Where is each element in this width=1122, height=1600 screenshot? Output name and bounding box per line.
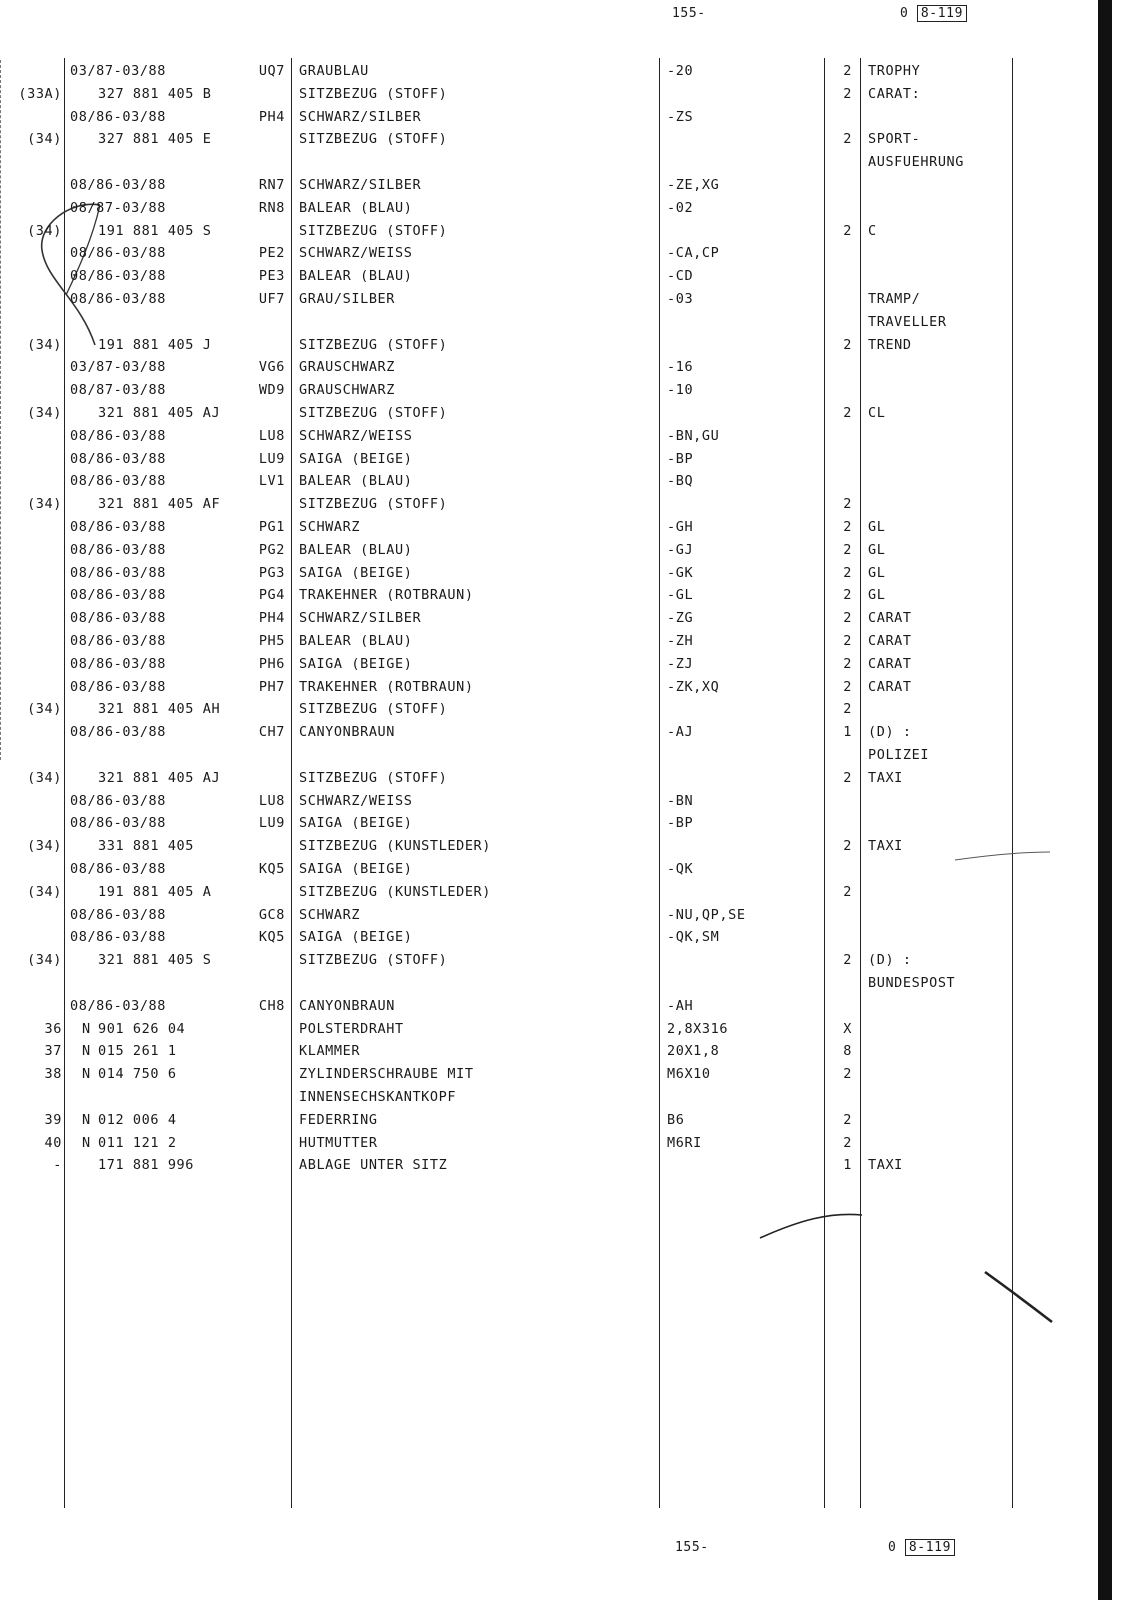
description-cell: SITZBEZUG (STOFF) (299, 336, 448, 353)
part-number-cell: 327 881 405 E (98, 131, 212, 148)
date-range-cell: 08/87-03/88 (70, 199, 167, 216)
position-cell: (34) (27, 838, 62, 855)
description-cell: FEDERRING (299, 1111, 378, 1128)
description-cell: SITZBEZUG (STOFF) (299, 222, 448, 239)
table-row (0, 630, 1122, 652)
date-range-cell: 08/86-03/88 (70, 564, 167, 581)
spec-cell: -03 (667, 291, 694, 307)
position-cell: (34) (27, 883, 62, 900)
table-row (0, 1109, 1122, 1131)
spec-cell: -BP (667, 450, 694, 467)
color-code-cell: PH5 (258, 633, 285, 649)
part-number-cell: 015 261 1 (98, 1043, 177, 1060)
table-row (0, 584, 1122, 606)
color-code-cell: PG1 (258, 519, 285, 535)
description-cell: GRAUBLAU (299, 63, 369, 79)
spec-cell: -02 (667, 199, 694, 216)
spec-cell: -NU,QP,SE (667, 906, 746, 923)
spec-cell: -ZK,XQ (667, 678, 720, 695)
color-code-cell: UF7 (258, 291, 285, 307)
description-cell: SCHWARZ/WEISS (299, 245, 413, 262)
table-row (0, 676, 1122, 698)
footer-sheet: 0 (888, 1540, 897, 1555)
quantity-cell: 2 (843, 769, 852, 786)
color-code-cell: VG6 (258, 359, 285, 376)
description-cell: HUTMUTTER (299, 1134, 378, 1151)
table-row (0, 402, 1122, 424)
table-row (0, 1063, 1122, 1085)
position-cell: 40 (44, 1134, 62, 1151)
table-row (0, 288, 1122, 310)
date-range-cell: 08/86-03/88 (70, 929, 167, 946)
table-row (0, 995, 1122, 1017)
description-cell: SAIGA (BEIGE) (299, 861, 413, 877)
remark-cell: AUSFUEHRUNG (868, 154, 965, 171)
footer-sheet-ref (888, 1540, 955, 1555)
date-range-cell: 08/86-03/88 (70, 427, 167, 444)
position-cell: (34) (27, 336, 62, 353)
table-row (0, 311, 1122, 333)
header-ref-box: 8-119 (917, 5, 967, 22)
description-cell: KLAMMER (299, 1043, 361, 1060)
spec-cell: -QK,SM (667, 929, 720, 946)
color-code-cell: LV1 (258, 473, 285, 490)
table-row (0, 1040, 1122, 1062)
remark-cell: SPORT- (868, 131, 921, 148)
description-cell: SITZBEZUG (STOFF) (299, 405, 448, 421)
remark-cell: TAXI (868, 769, 903, 786)
quantity-cell: 2 (843, 701, 852, 718)
remark-cell: GL (868, 587, 886, 604)
date-range-cell: 08/86-03/88 (70, 792, 167, 809)
description-cell: SAIGA (BEIGE) (299, 564, 413, 581)
spec-cell: -BN,GU (667, 427, 720, 444)
table-row (0, 858, 1122, 880)
date-range-cell: 08/86-03/88 (70, 678, 167, 695)
quantity-cell: 2 (843, 1111, 852, 1128)
n-marker-cell: N (82, 1043, 91, 1060)
table-row (0, 1154, 1122, 1176)
spec-cell: -GK (667, 564, 694, 581)
table-row (0, 60, 1122, 82)
header-page-number: 155- (672, 6, 706, 21)
position-cell: (33A) (18, 85, 62, 102)
quantity-cell: 2 (843, 587, 852, 604)
position-cell: (34) (27, 769, 62, 786)
description-cell: TRAKEHNER (ROTBRAUN) (299, 587, 474, 604)
table-row (0, 744, 1122, 766)
table-row (0, 220, 1122, 242)
date-range-cell: 08/86-03/88 (70, 997, 167, 1014)
spec-cell: 2,8X316 (667, 1020, 729, 1037)
color-code-cell: LU8 (258, 792, 285, 809)
spec-cell: -GL (667, 587, 694, 604)
description-cell: BALEAR (BLAU) (299, 473, 413, 490)
spec-cell: -BP (667, 815, 694, 832)
quantity-cell: 2 (843, 633, 852, 649)
color-code-cell: PG3 (258, 564, 285, 581)
table-row (0, 972, 1122, 994)
spec-cell: -CA,CP (667, 245, 720, 262)
quantity-cell: 2 (843, 63, 852, 79)
n-marker-cell: N (82, 1020, 91, 1037)
color-code-cell: LU9 (258, 450, 285, 467)
remark-cell: CARAT: (868, 85, 921, 102)
date-range-cell: 08/86-03/88 (70, 655, 167, 672)
description-cell: BALEAR (BLAU) (299, 541, 413, 558)
description-cell: ZYLINDERSCHRAUBE MIT (299, 1066, 474, 1083)
description-cell: POLSTERDRAHT (299, 1020, 404, 1037)
quantity-cell: 2 (843, 1066, 852, 1083)
table-row (0, 539, 1122, 561)
table-row (0, 698, 1122, 720)
remark-cell: TROPHY (868, 63, 921, 79)
spec-cell: -ZS (667, 108, 694, 125)
date-range-cell: 08/86-03/88 (70, 519, 167, 535)
date-range-cell: 08/86-03/88 (70, 268, 167, 285)
description-cell: ABLAGE UNTER SITZ (299, 1157, 448, 1174)
table-row (0, 448, 1122, 470)
color-code-cell: GC8 (258, 906, 285, 923)
spec-cell: -ZH (667, 633, 694, 649)
date-range-cell: 08/86-03/88 (70, 587, 167, 604)
table-row (0, 904, 1122, 926)
date-range-cell: 08/86-03/88 (70, 906, 167, 923)
quantity-cell: 1 (843, 1157, 852, 1174)
footer-ref-box: 8-119 (905, 1539, 955, 1556)
part-number-cell: 012 006 4 (98, 1111, 177, 1128)
date-range-cell: 08/86-03/88 (70, 541, 167, 558)
spec-cell: -GH (667, 519, 694, 535)
date-range-cell: 03/87-03/88 (70, 63, 167, 79)
color-code-cell: WD9 (258, 382, 285, 399)
header-sheet: 0 (900, 6, 909, 21)
part-number-cell: 191 881 405 A (98, 883, 212, 900)
date-range-cell: 08/86-03/88 (70, 177, 167, 193)
color-code-cell: LU9 (258, 815, 285, 832)
quantity-cell: 2 (843, 222, 852, 239)
table-row (0, 128, 1122, 150)
description-cell: SCHWARZ/SILBER (299, 610, 422, 627)
remark-cell: TREND (868, 336, 912, 353)
description-cell: SITZBEZUG (KUNSTLEDER) (299, 838, 492, 855)
color-code-cell: PH7 (258, 678, 285, 695)
spec-cell: -AJ (667, 724, 694, 741)
position-cell: (34) (27, 131, 62, 148)
table-row (0, 812, 1122, 834)
date-range-cell: 08/86-03/88 (70, 861, 167, 877)
date-range-cell: 08/86-03/88 (70, 291, 167, 307)
description-cell: SAIGA (BEIGE) (299, 815, 413, 832)
position-cell: (34) (27, 496, 62, 513)
table-row (0, 1018, 1122, 1040)
description-cell: CANYONBRAUN (299, 997, 396, 1014)
remark-cell: BUNDESPOST (868, 975, 956, 991)
table-row (0, 1086, 1122, 1108)
spec-cell: -ZJ (667, 655, 694, 672)
date-range-cell: 08/86-03/88 (70, 450, 167, 467)
color-code-cell: LU8 (258, 427, 285, 444)
quantity-cell: 2 (843, 883, 852, 900)
color-code-cell: PH6 (258, 655, 285, 672)
color-code-cell: CH8 (258, 997, 285, 1014)
table-row (0, 516, 1122, 538)
spec-cell: -10 (667, 382, 694, 399)
table-row (0, 926, 1122, 948)
description-cell: GRAUSCHWARZ (299, 359, 396, 376)
quantity-cell: 2 (843, 678, 852, 695)
n-marker-cell: N (82, 1066, 91, 1083)
remark-cell: GL (868, 564, 886, 581)
color-code-cell: PG2 (258, 541, 285, 558)
description-cell: CANYONBRAUN (299, 724, 396, 741)
date-range-cell: 08/86-03/88 (70, 108, 167, 125)
description-cell: BALEAR (BLAU) (299, 268, 413, 285)
table-row (0, 356, 1122, 378)
quantity-cell: 2 (843, 131, 852, 148)
part-number-cell: 331 881 405 (98, 838, 195, 855)
part-number-cell: 321 881 405 S (98, 952, 212, 969)
table-row (0, 881, 1122, 903)
description-cell: GRAUSCHWARZ (299, 382, 396, 399)
table-row (0, 790, 1122, 812)
spec-cell: -GJ (667, 541, 694, 558)
position-cell: (34) (27, 701, 62, 718)
quantity-cell: 2 (843, 610, 852, 627)
part-number-cell: 321 881 405 AF (98, 496, 221, 513)
description-cell: BALEAR (BLAU) (299, 633, 413, 649)
spec-cell: 20X1,8 (667, 1043, 720, 1060)
part-number-cell: 191 881 405 J (98, 336, 212, 353)
table-row (0, 265, 1122, 287)
date-range-cell: 08/86-03/88 (70, 724, 167, 741)
quantity-cell: 2 (843, 85, 852, 102)
remark-cell: TAXI (868, 1157, 903, 1174)
table-row (0, 83, 1122, 105)
remark-cell: CARAT (868, 610, 912, 627)
part-number-cell: 191 881 405 S (98, 222, 212, 239)
footer-page-number: 155- (675, 1540, 709, 1555)
description-cell: BALEAR (BLAU) (299, 199, 413, 216)
spec-cell: M6RI (667, 1134, 702, 1151)
date-range-cell: 08/86-03/88 (70, 815, 167, 832)
position-cell: - (53, 1157, 62, 1174)
remark-cell: GL (868, 519, 886, 535)
description-cell: SCHWARZ/WEISS (299, 792, 413, 809)
description-cell: SITZBEZUG (KUNSTLEDER) (299, 883, 492, 900)
remark-cell: GL (868, 541, 886, 558)
description-cell: SCHWARZ (299, 519, 361, 535)
header-sheet-ref (900, 6, 967, 21)
table-row (0, 493, 1122, 515)
quantity-cell: 2 (843, 541, 852, 558)
spec-cell: -CD (667, 268, 694, 285)
description-cell: SCHWARZ/SILBER (299, 177, 422, 193)
table-row (0, 767, 1122, 789)
description-cell: SITZBEZUG (STOFF) (299, 131, 448, 148)
table-row (0, 835, 1122, 857)
description-cell: SITZBEZUG (STOFF) (299, 769, 448, 786)
color-code-cell: KQ5 (258, 929, 285, 946)
remark-cell: TRAMP/ (868, 291, 921, 307)
description-cell: SITZBEZUG (STOFF) (299, 496, 448, 513)
part-number-cell: 321 881 405 AH (98, 701, 221, 718)
table-row (0, 425, 1122, 447)
position-cell: 38 (44, 1066, 62, 1083)
quantity-cell: 2 (843, 564, 852, 581)
quantity-cell: 2 (843, 952, 852, 969)
spec-cell: -BN (667, 792, 694, 809)
table-row (0, 470, 1122, 492)
table-row (0, 379, 1122, 401)
quantity-cell: X (843, 1020, 852, 1037)
date-range-cell: 08/86-03/88 (70, 473, 167, 490)
date-range-cell: 08/86-03/88 (70, 633, 167, 649)
description-cell: GRAU/SILBER (299, 291, 396, 307)
remark-cell: TRAVELLER (868, 313, 947, 330)
table-row (0, 334, 1122, 356)
table-row (0, 562, 1122, 584)
color-code-cell: CH7 (258, 724, 285, 741)
spec-cell: -QK (667, 861, 694, 877)
remark-cell: (D) : (868, 952, 912, 969)
spec-cell: -20 (667, 63, 694, 79)
position-cell: 37 (44, 1043, 62, 1060)
part-number-cell: 014 750 6 (98, 1066, 177, 1083)
part-number-cell: 901 626 04 (98, 1020, 186, 1037)
spec-cell: -AH (667, 997, 694, 1014)
date-range-cell: 08/87-03/88 (70, 382, 167, 399)
spec-cell: -BQ (667, 473, 694, 490)
color-code-cell: PE2 (258, 245, 285, 262)
description-cell: TRAKEHNER (ROTBRAUN) (299, 678, 474, 695)
table-row (0, 174, 1122, 196)
remark-cell: CL (868, 405, 886, 421)
spec-cell: -16 (667, 359, 694, 376)
color-code-cell: UQ7 (258, 63, 285, 79)
table-row (0, 151, 1122, 173)
position-cell: 39 (44, 1111, 62, 1128)
color-code-cell: KQ5 (258, 861, 285, 877)
quantity-cell: 8 (843, 1043, 852, 1060)
position-cell: (34) (27, 222, 62, 239)
description-cell: SCHWARZ (299, 906, 361, 923)
table-row (0, 949, 1122, 971)
description-cell: INNENSECHSKANTKOPF (299, 1089, 457, 1105)
table-row (0, 721, 1122, 743)
part-number-cell: 321 881 405 AJ (98, 405, 221, 421)
date-range-cell: 08/86-03/88 (70, 610, 167, 627)
quantity-cell: 1 (843, 724, 852, 741)
remark-cell: CARAT (868, 655, 912, 672)
n-marker-cell: N (82, 1134, 91, 1151)
position-cell: (34) (27, 405, 62, 421)
quantity-cell: 2 (843, 519, 852, 535)
description-cell: SAIGA (BEIGE) (299, 929, 413, 946)
color-code-cell: PH4 (258, 610, 285, 627)
table-row (0, 653, 1122, 675)
remark-cell: (D) : (868, 724, 912, 741)
description-cell: SITZBEZUG (STOFF) (299, 85, 448, 102)
n-marker-cell: N (82, 1111, 91, 1128)
description-cell: SAIGA (BEIGE) (299, 655, 413, 672)
remark-cell: CARAT (868, 678, 912, 695)
spec-cell: B6 (667, 1111, 685, 1128)
description-cell: SAIGA (BEIGE) (299, 450, 413, 467)
part-number-cell: 321 881 405 AJ (98, 769, 221, 786)
spec-cell: M6X10 (667, 1066, 711, 1083)
table-row (0, 607, 1122, 629)
table-row (0, 242, 1122, 264)
part-number-cell: 171 881 996 (98, 1157, 195, 1174)
remark-cell: CARAT (868, 633, 912, 649)
table-row (0, 197, 1122, 219)
quantity-cell: 2 (843, 496, 852, 513)
part-number-cell: 327 881 405 B (98, 85, 212, 102)
position-cell: (34) (27, 952, 62, 969)
remark-cell: TAXI (868, 838, 903, 855)
part-number-cell: 011 121 2 (98, 1134, 177, 1151)
quantity-cell: 2 (843, 336, 852, 353)
color-code-cell: PE3 (258, 268, 285, 285)
quantity-cell: 2 (843, 838, 852, 855)
description-cell: SITZBEZUG (STOFF) (299, 952, 448, 969)
spec-cell: -ZE,XG (667, 177, 720, 193)
color-code-cell: PH4 (258, 108, 285, 125)
quantity-cell: 2 (843, 405, 852, 421)
table-row (0, 106, 1122, 128)
color-code-cell: RN7 (258, 177, 285, 193)
table-row (0, 1132, 1122, 1154)
remark-cell: POLIZEI (868, 747, 930, 763)
description-cell: SCHWARZ/WEISS (299, 427, 413, 444)
remark-cell: C (868, 222, 877, 239)
date-range-cell: 03/87-03/88 (70, 359, 167, 376)
description-cell: SITZBEZUG (STOFF) (299, 701, 448, 718)
color-code-cell: RN8 (258, 199, 285, 216)
quantity-cell: 2 (843, 1134, 852, 1151)
color-code-cell: PG4 (258, 587, 285, 604)
quantity-cell: 2 (843, 655, 852, 672)
date-range-cell: 08/86-03/88 (70, 245, 167, 262)
position-cell: 36 (44, 1020, 62, 1037)
spec-cell: -ZG (667, 610, 694, 627)
description-cell: SCHWARZ/SILBER (299, 108, 422, 125)
